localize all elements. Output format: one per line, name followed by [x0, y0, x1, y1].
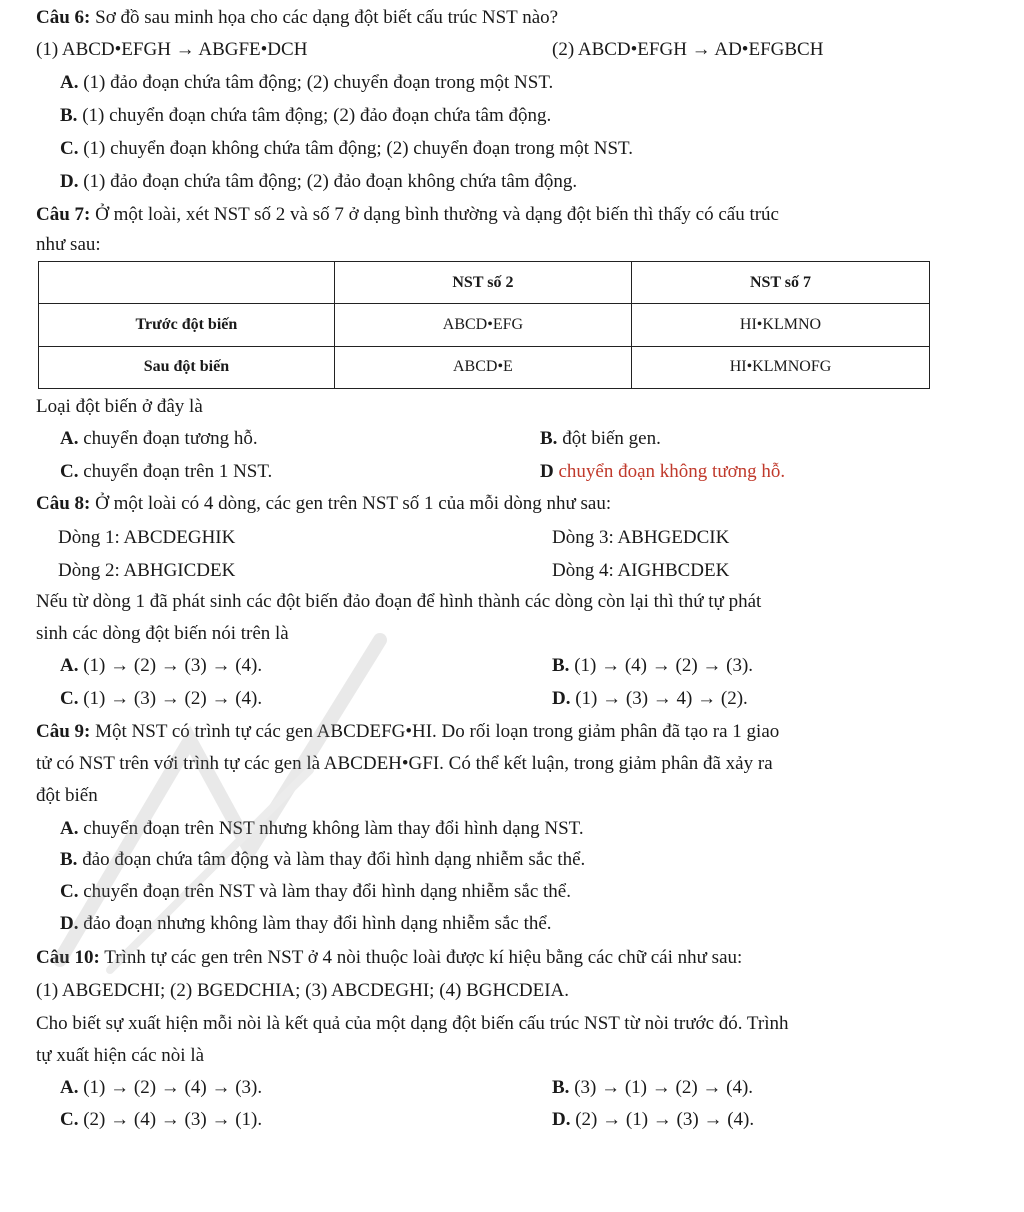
q8-option-b	[552, 654, 753, 678]
q7-option-c-key: C.	[60, 461, 79, 482]
q6-option-a-text: (1) đảo đoạn chứa tâm động; (2) chuyển đoạn trong một NST.	[78, 72, 554, 93]
q10-text2: (1) ABGEDCHI; (2) BGEDCHIA; (3) ABCDEGHI; (4) BGHCDEIA.	[36, 980, 570, 1001]
q8-text2: Nếu từ dòng 1 đã phát sinh các đột biến đảo đoạn để hình thành các dòng còn lại thì thứ tự phát	[36, 591, 762, 612]
q9-option-a-key: A.	[60, 818, 79, 839]
table-cell: HI•KLMNO	[632, 304, 930, 346]
q8-option-b-key: B.	[552, 655, 570, 676]
chromosome-table	[38, 261, 930, 389]
q6-option-c-key: C.	[60, 138, 79, 159]
q7-option-b-key: B.	[540, 428, 558, 449]
q9-option-c-text: chuyển đoạn trên NST và làm thay đổi hình dạng nhiễm sắc thể.	[78, 881, 571, 902]
q7-option-a-text: chuyển đoạn tương hỗ.	[78, 428, 258, 449]
q6-option-a-key: A.	[60, 72, 79, 93]
q8-line-2: Dòng 2: ABHGICDEK	[58, 560, 236, 581]
table-row-label-after: Sau đột biến	[39, 346, 335, 388]
q6-label: Câu 6:	[36, 7, 91, 28]
table-header-empty	[39, 262, 335, 304]
q7-text1: Ở một loài, xét NST số 2 và số 7 ở dạng bình thường và dạng đột biến thì thấy có cấu trúc	[90, 204, 779, 225]
q7-stem	[36, 203, 779, 227]
q6-option-c	[60, 137, 633, 161]
q9-text1: Một NST có trình tự các gen ABCDEFG•HI. Do rối loạn trong giảm phân đã tạo ra 1 giao	[90, 721, 780, 742]
q6-item1: (1) ABCD•EFGH → ABGFE•DCH	[36, 39, 308, 60]
q8-option-c-key: C.	[60, 688, 79, 709]
q10-option-a-key: A.	[60, 1077, 79, 1098]
q10-option-d-text: (2) → (1) → (3) → (4).	[570, 1109, 755, 1130]
q10-text1: Trình tự các gen trên NST ở 4 nòi thuộc loài được kí hiệu bằng các chữ cái như sau:	[99, 947, 743, 968]
q6-option-d	[60, 170, 577, 194]
q10-option-b-key: B.	[552, 1077, 570, 1098]
q8-option-b-text: (1) → (4) → (2) → (3).	[569, 655, 754, 676]
q7-option-c	[60, 460, 272, 484]
q9-option-d-key: D.	[60, 913, 79, 934]
q9-option-d	[60, 912, 552, 936]
q9-option-c	[60, 880, 571, 904]
table-row	[39, 346, 930, 388]
q7-after: Loại đột biến ở đây là	[36, 396, 203, 417]
q7-option-d-key: D	[540, 461, 554, 482]
q8-line-3: Dòng 3: ABHGEDCIK	[552, 527, 730, 548]
q7-option-b	[540, 427, 661, 451]
q7-option-a	[60, 427, 258, 451]
q9-option-b-key: B.	[60, 849, 78, 870]
q10-stem	[36, 946, 742, 970]
q9-option-c-key: C.	[60, 881, 79, 902]
q6-option-d-text: (1) đảo đoạn chứa tâm động; (2) đảo đoạn không chứa tâm động.	[78, 171, 578, 192]
q10-label: Câu 10:	[36, 947, 100, 968]
q10-option-c	[60, 1108, 262, 1132]
q6-item2: (2) ABCD•EFGH → AD•EFGBCH	[552, 39, 824, 60]
q9-stem	[36, 720, 779, 744]
q8-option-d-key: D.	[552, 688, 571, 709]
q8-line-1: Dòng 1: ABCDEGHIK	[58, 527, 236, 548]
q8-option-a	[60, 654, 262, 678]
q7-option-d-text: chuyển đoạn không tương hỗ.	[553, 461, 786, 482]
q7-option-b-text: đột biến gen.	[557, 428, 661, 449]
q10-option-a	[60, 1076, 262, 1100]
q8-option-a-key: A.	[60, 655, 79, 676]
q10-option-b-text: (3) → (1) → (2) → (4).	[569, 1077, 754, 1098]
q10-option-d-key: D.	[552, 1109, 571, 1130]
table-cell: ABCD•E	[334, 346, 631, 388]
q7-option-c-text: chuyển đoạn trên 1 NST.	[78, 461, 273, 482]
table-header-nst2: NST số 2	[334, 262, 631, 304]
q9-option-b-text: đảo đoạn chứa tâm động và làm thay đổi hình dạng nhiễm sắc thể.	[77, 849, 586, 870]
q6-option-b	[60, 104, 551, 128]
q9-option-d-text: đảo đoạn nhưng không làm thay đổi hình dạng nhiễm sắc thể.	[78, 913, 552, 934]
table-row	[39, 304, 930, 346]
q10-text4: tự xuất hiện các nòi là	[36, 1045, 205, 1066]
q8-option-c	[60, 687, 262, 711]
table-header-nst7: NST số 7	[632, 262, 930, 304]
q6-option-b-text: (1) chuyển đoạn chứa tâm động; (2) đảo đoạn chứa tâm động.	[77, 105, 552, 126]
q7-label: Câu 7:	[36, 204, 91, 225]
table-row-label-before: Trước đột biến	[39, 304, 335, 346]
q9-text3: đột biến	[36, 785, 98, 806]
q9-option-a	[60, 817, 584, 841]
q9-option-a-text: chuyển đoạn trên NST nhưng không làm thay đổi hình dạng NST.	[78, 818, 584, 839]
q10-option-d	[552, 1108, 754, 1132]
q8-option-d-text: (1) → (3) → 4) → (2).	[570, 688, 748, 709]
q10-text3: Cho biết sự xuất hiện mỗi nòi là kết quả của một dạng đột biến cấu trúc NST từ nòi trước đó. Trình	[36, 1013, 789, 1034]
q10-option-c-text: (2) → (4) → (3) → (1).	[78, 1109, 263, 1130]
q8-stem	[36, 492, 611, 516]
q8-line-4: Dòng 4: AIGHBCDEK	[552, 560, 730, 581]
q6-option-c-text: (1) chuyển đoạn không chứa tâm động; (2) chuyển đoạn trong một NST.	[78, 138, 633, 159]
q6-option-a	[60, 71, 553, 95]
q10-option-b	[552, 1076, 753, 1100]
table-header-row	[39, 262, 930, 304]
q6-stem	[36, 6, 558, 30]
q8-label: Câu 8:	[36, 493, 91, 514]
q7-option-a-key: A.	[60, 428, 79, 449]
q10-option-c-key: C.	[60, 1109, 79, 1130]
q6-option-d-key: D.	[60, 171, 79, 192]
q9-label: Câu 9:	[36, 721, 91, 742]
q8-text3: sinh các dòng đột biến nói trên là	[36, 623, 289, 644]
q7-option-d	[540, 460, 785, 484]
q8-option-c-text: (1) → (3) → (2) → (4).	[78, 688, 263, 709]
q9-text2: tử có NST trên với trình tự các gen là ABCDEH•GFI. Có thể kết luận, trong giảm phân đã xảy ra	[36, 753, 773, 774]
q6-text: Sơ đồ sau minh họa cho các dạng đột biết cấu trúc NST nào?	[90, 7, 559, 28]
q8-option-d	[552, 687, 748, 711]
table-cell: ABCD•EFG	[334, 304, 631, 346]
q6-option-b-key: B.	[60, 105, 78, 126]
q7-text2: như sau:	[36, 234, 101, 255]
q8-text: Ở một loài có 4 dòng, các gen trên NST số 1 của mỗi dòng như sau:	[90, 493, 612, 514]
q9-option-b	[60, 848, 585, 872]
q8-option-a-text: (1) → (2) → (3) → (4).	[78, 655, 263, 676]
q10-option-a-text: (1) → (2) → (4) → (3).	[78, 1077, 263, 1098]
table-cell: HI•KLMNOFG	[632, 346, 930, 388]
